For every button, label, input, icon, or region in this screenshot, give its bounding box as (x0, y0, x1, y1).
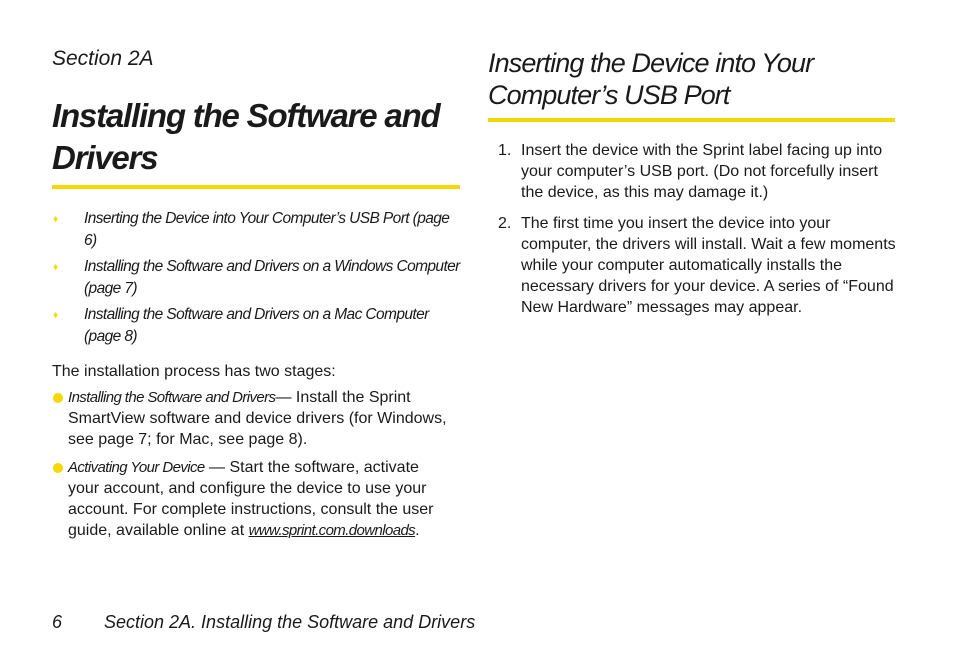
step-text: Insert the device with the Sprint label facing up into your computer’s USB port. (Do not forcefully insert the device, as this may damage it.) (521, 142, 883, 201)
dot-bullet-icon (53, 393, 63, 403)
page-number: 6 (52, 612, 63, 632)
stage-description: — Start the software, activate your account, and configure the device to use your account. For complete instructions, consult the user guide, available online at (68, 459, 434, 539)
footer-title: Section 2A. Installing the Software and Drivers (104, 612, 476, 632)
step-number: 2. (498, 215, 512, 232)
toc-item (52, 304, 462, 348)
stage-description: — Install the Sprint SmartView software and device drivers (for Windows, see page 7; for Mac, see page 8). (68, 389, 447, 448)
stage-item (52, 387, 452, 450)
toc-item (52, 208, 462, 252)
diamond-bullet-icon: ♦ (53, 310, 58, 321)
stage-term: Activating Your Device (68, 459, 205, 476)
diamond-bullet-icon: ♦ (53, 214, 58, 225)
downloads-link[interactable]: www.sprint.com.downloads (248, 522, 416, 539)
step-item (488, 140, 898, 203)
intro-paragraph: The installation process has two stages: (52, 363, 336, 380)
step-number: 1. (498, 142, 512, 159)
section-contents-list (52, 208, 462, 352)
toc-item (52, 256, 462, 300)
stage-description-end: . (415, 522, 420, 539)
steps-list (488, 140, 898, 328)
section-heading: Inserting the Device into Your Computer’s USB Port (488, 48, 814, 110)
stage-term: Installing the Software and Drivers (68, 389, 276, 406)
toc-item-text: Inserting the Device into Your Computer’s USB Port (page 6) (84, 210, 450, 249)
stage-item (52, 457, 452, 541)
step-text: The first time you insert the device into your computer, the drivers will install. Wait a few moments while your computer automatically installs the necessary drivers for your device. A series of “Found New Hardware” messages may appear. (521, 215, 896, 316)
page-footer (52, 612, 475, 633)
title-underline-rule (52, 185, 460, 189)
step-item (488, 213, 898, 318)
dot-bullet-icon (53, 463, 63, 473)
toc-item-text: Installing the Software and Drivers on a Mac Computer (page 8) (84, 306, 429, 345)
diamond-bullet-icon: ♦ (53, 262, 58, 273)
stages-list (52, 387, 452, 548)
section-label: Section 2A (52, 47, 154, 70)
heading-underline-rule (488, 118, 895, 122)
toc-item-text: Installing the Software and Drivers on a Windows Computer (page 7) (84, 258, 460, 297)
chapter-title: Installing the Software and Drivers (52, 97, 440, 176)
